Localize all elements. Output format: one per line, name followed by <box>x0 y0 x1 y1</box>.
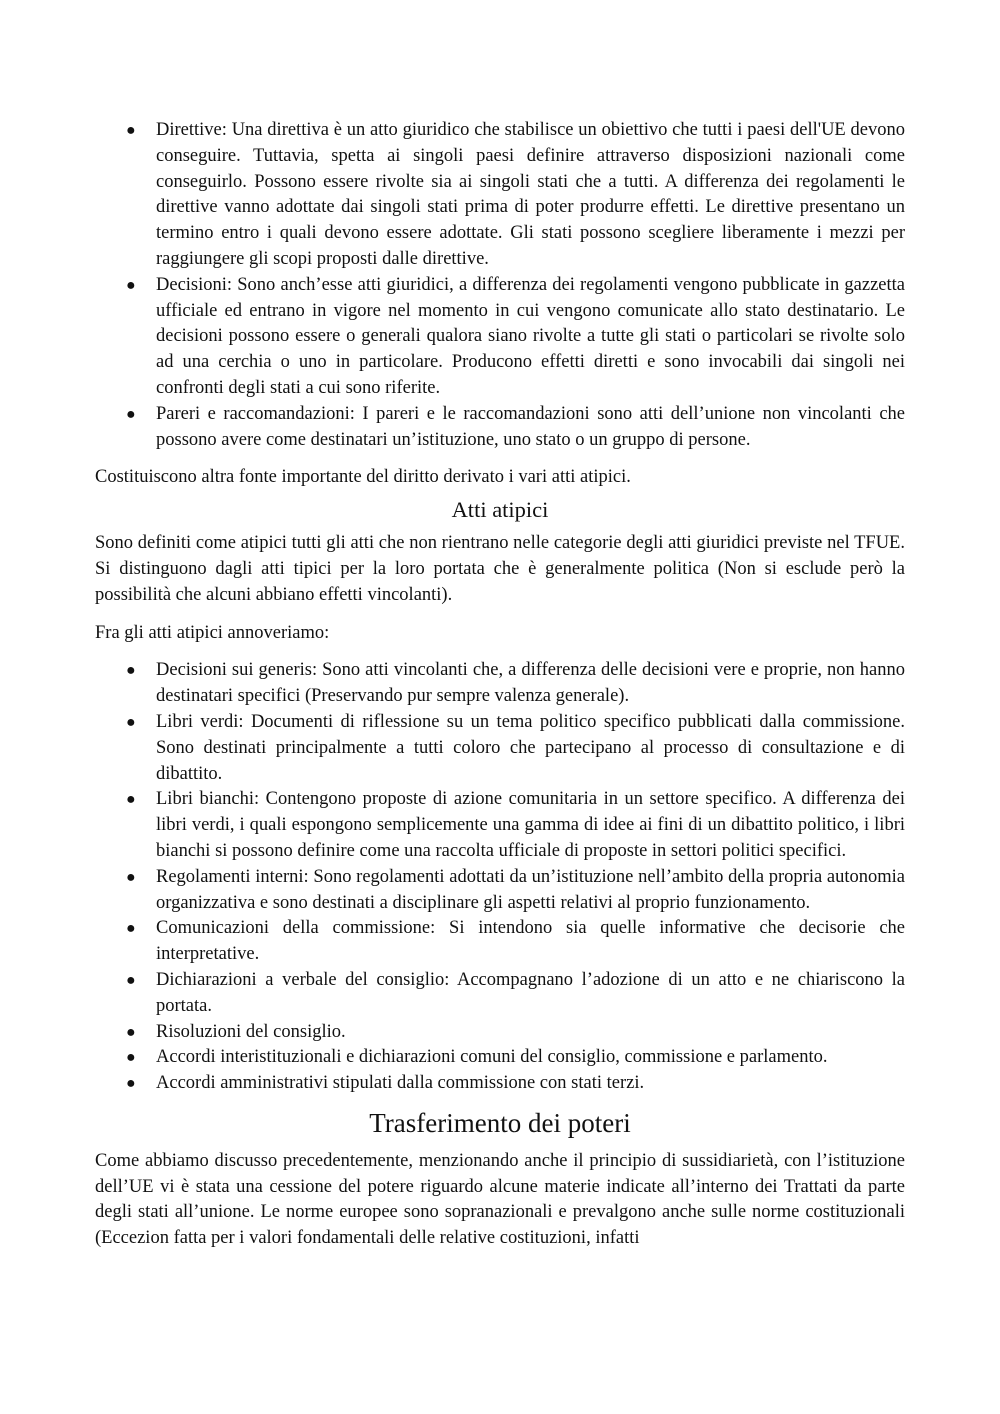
bullet-icon: ● <box>126 1075 136 1093</box>
list-item <box>95 118 905 273</box>
list-item <box>95 787 905 864</box>
list-item-text: Pareri e raccomandazioni: I pareri e le raccomandazioni sono atti dell’unione non vincolanti che possono avere come destinatari un’istituzione, uno stato o un gruppo di persone. <box>156 403 905 450</box>
list-item-text: Direttive: Una direttiva è un atto giuridico che stabilisce un obiettivo che tutti i paesi dell'UE devono conseguire. Tuttavia, spetta ai singoli paesi definire attraverso disposizioni nazionali come conseguirlo. Possono essere rivolte sia ai singoli stati che a tutti. A differenza dei regolamenti le direttive vanno adottate dai singoli stati prima di poter produrre effetti. Le direttive presentano un termino entro i quali devono essere adottate. Gli stati possono scegliere liberamente i mezzi per raggiungere gli scopi proposti dalle direttive. <box>156 120 905 269</box>
list-item-text: Accordi amministrativi stipulati dalla commissione con stati terzi. <box>156 1073 645 1094</box>
paragraph-derivato: Costituiscono altra fonte importante del diritto derivato i vari atti atipici. <box>95 467 631 488</box>
paragraph-annoveriamo: Fra gli atti atipici annoveriamo: <box>95 622 330 643</box>
list-item-text: Comunicazioni della commissione: Si intendono sia quelle informative che decisorie che interpretative. <box>156 918 905 965</box>
list-item-text: Risoluzioni del consiglio. <box>156 1021 346 1042</box>
bullet-icon: ● <box>126 713 136 731</box>
list-item-text: Dichiarazioni a verbale del consiglio: Accompagnano l’adozione di un atto e ne chiariscono la portata. <box>156 969 905 1016</box>
bullet-icon: ● <box>126 1049 136 1067</box>
acts-bullet-list <box>95 118 905 453</box>
bullet-icon: ● <box>126 122 136 139</box>
list-item-text: Decisioni sui generis: Sono atti vincolanti che, a differenza delle decisioni vere e proprie, non hanno destinatari specifici (Preservando pur sempre valenza generale). <box>156 660 905 707</box>
list-item <box>95 710 905 787</box>
list-item <box>95 658 905 710</box>
heading-trasferimento: Trasferimento dei poteri <box>369 1107 631 1138</box>
list-item-text: Regolamenti interni: Sono regolamenti adottati da un’istituzione nell’ambito della propria autonomia organizzativa e sono destinati a disciplinare gli aspetti relativi al proprio funzionamento. <box>156 866 905 913</box>
paragraph-trasferimento: Come abbiamo discusso precedentemente, menzionando anche il principio di sussidiarietà, con l’istituzione dell’UE vi è stata una cessione del potere riguardo alcune materie indicate all’interno dei Trattati da parte degli stati all’unione. Le norme europee sono sopranazionali e prevalgono anche sulle norme costituzionali (Eccezion fatta per i valori fondamentali delle relative costituzioni, infatti <box>95 1150 905 1249</box>
bullet-icon: ● <box>126 276 136 294</box>
paragraph-definizione: Sono definiti come atipici tutti gli atti che non rientrano nelle categorie degli atti giuridici previste nel TFUE. Si distinguono dagli atti tipici per la loro portata che è generalmente politica (Non si esclude però la possibilità che alcuni abbiano effetti vincolanti). <box>95 533 905 605</box>
list-item <box>95 402 905 454</box>
bullet-icon: ● <box>126 971 136 989</box>
heading-atti-atipici: Atti atipici <box>451 497 549 523</box>
list-item <box>95 1045 905 1071</box>
bullet-icon: ● <box>126 405 136 423</box>
list-item-text: Decisioni: Sono anch’esse atti giuridici, a differenza dei regolamenti vengono pubblicate in gazzetta ufficiale ed entrano in vigore nel momento in cui vengono comunicate allo stato destinatario. Le decisioni possono essere o generali qualora siano rivolte a tutte gli stati o particolari se rivolte solo ad una cerchia o uno in particolare. Producono effetti diretti e sono invocabili dai singoli nei confronti degli stati a cui sono riferite. <box>156 274 905 398</box>
list-item-text: Accordi interistituzionali e dichiarazioni comuni del consiglio, commissione e parlamento. <box>156 1047 828 1068</box>
list-item <box>95 1020 905 1046</box>
bullet-icon: ● <box>126 791 136 809</box>
list-item-text: Libri bianchi: Contengono proposte di azione comunitaria in un settore specifico. A differenza dei libri verdi, i quali espongono semplicemente una gamma di idee ai fini di un dibattito politico, i libri bianchi si possono definire come una raccolta ufficiale di proposte in settori politici specifici. <box>156 789 905 861</box>
bullet-icon: ● <box>126 662 136 680</box>
list-item <box>95 273 905 402</box>
list-item <box>95 968 905 1020</box>
document-page <box>95 118 905 1252</box>
list-item-text: Libri verdi: Documenti di riflessione su un tema politico specifico pubblicati dalla commissione. Sono destinati principalmente a tutti coloro che partecipano al processo di consultazione e di dibattito. <box>156 711 905 784</box>
bullet-icon: ● <box>126 920 136 938</box>
list-item <box>95 865 905 917</box>
atypical-acts-bullet-list <box>95 658 905 1097</box>
bullet-icon: ● <box>126 868 136 886</box>
bullet-icon: ● <box>126 1023 136 1041</box>
list-item <box>95 916 905 968</box>
list-item <box>95 1071 905 1097</box>
